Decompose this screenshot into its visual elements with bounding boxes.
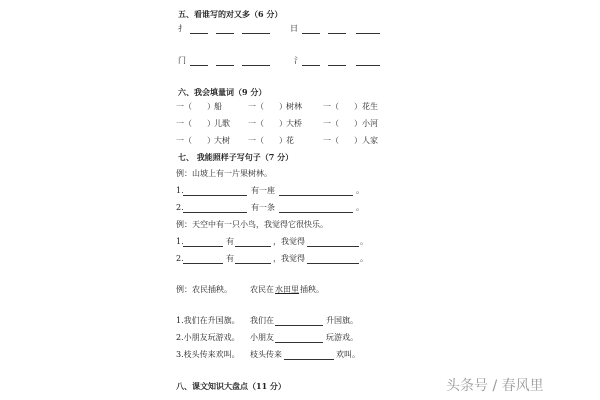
measure-item: 大树 <box>214 136 230 145</box>
measure-close: ） <box>279 119 287 128</box>
line-end: 。 <box>356 186 364 195</box>
line-num: 2. <box>176 254 184 263</box>
sentence-1-b: 我们在 <box>250 316 274 325</box>
sentence-1-c: 升国旗。 <box>326 316 358 325</box>
sentence-2: 2.小朋友玩游戏。 <box>176 333 240 342</box>
line-num: 1. <box>176 237 184 246</box>
blank[interactable] <box>284 350 334 360</box>
measure-prefix: 一（ <box>248 102 264 111</box>
watermark: 头条号 / 春风里 <box>446 378 544 394</box>
blank[interactable] <box>356 56 380 66</box>
sentence-3-b: 枝头传来 <box>250 350 282 359</box>
measure-close: ） <box>279 136 287 145</box>
measure-item: 大桥 <box>286 119 302 128</box>
measure-close: ） <box>207 119 215 128</box>
measure-close: ） <box>207 102 215 111</box>
line-text: 有 <box>226 254 234 263</box>
measure-prefix: 一（ <box>176 136 192 145</box>
blank[interactable] <box>183 203 247 213</box>
sentence-1: 1.我们在升国旗。 <box>176 316 240 325</box>
measure-item: 人家 <box>362 136 378 145</box>
sentence-2-b: 小朋友 <box>250 333 274 342</box>
sentence-3: 3.枝头传来欢叫。 <box>176 350 240 359</box>
blank[interactable] <box>307 254 359 264</box>
section-8-title: 八、课文知识大盘点（11 分） <box>176 381 286 391</box>
section-6-title: 六、我会填量词（9 分） <box>178 87 267 97</box>
measure-prefix: 一（ <box>176 119 192 128</box>
line-text: 有一条 <box>251 203 275 212</box>
blank[interactable] <box>190 24 208 34</box>
measure-item: 花生 <box>362 102 378 111</box>
sentence-2-c: 玩游戏。 <box>326 333 358 342</box>
blank[interactable] <box>235 237 271 247</box>
line-end: 。 <box>356 203 364 212</box>
line-num: 1. <box>176 186 184 195</box>
example-2: 例：天空中有一只小鸟，我觉得它很快乐。 <box>176 220 328 229</box>
measure-item: 船 <box>214 102 222 111</box>
measure-close: ） <box>354 136 362 145</box>
blank[interactable] <box>190 56 208 66</box>
blank[interactable] <box>328 56 346 66</box>
blank[interactable] <box>302 56 320 66</box>
blank[interactable] <box>216 24 234 34</box>
blank[interactable] <box>279 186 353 196</box>
blank[interactable] <box>279 203 353 213</box>
measure-prefix: 一（ <box>176 102 192 111</box>
measure-prefix: 一（ <box>323 119 339 128</box>
blank[interactable] <box>307 237 359 247</box>
measure-close: ） <box>354 102 362 111</box>
radical-door: 门 <box>178 56 186 65</box>
measure-close: ） <box>207 136 215 145</box>
measure-prefix: 一（ <box>248 136 264 145</box>
line-end: 。 <box>360 254 368 263</box>
measure-item: 树林 <box>286 102 302 111</box>
example-3-d: 插秧。 <box>300 285 324 294</box>
blank[interactable] <box>356 24 380 34</box>
measure-prefix: 一（ <box>248 119 264 128</box>
blank[interactable] <box>183 254 223 264</box>
measure-close: ） <box>279 102 287 111</box>
line-text: 有一座 <box>251 186 275 195</box>
blank[interactable] <box>183 237 223 247</box>
radical-hand: 扌 <box>178 24 186 33</box>
blank[interactable] <box>242 24 270 34</box>
blank[interactable] <box>216 56 234 66</box>
line-end: 。 <box>360 237 368 246</box>
blank[interactable] <box>275 316 323 326</box>
line-text: ，我觉得 <box>273 254 305 263</box>
blank[interactable] <box>242 56 270 66</box>
section-7-title: 七、 我能照样子写句子（7 分） <box>178 152 294 162</box>
measure-prefix: 一（ <box>323 136 339 145</box>
blank[interactable] <box>235 254 271 264</box>
line-text: 有 <box>226 237 234 246</box>
example-3-underlined: 水田里 <box>275 285 299 294</box>
blank[interactable] <box>275 333 323 343</box>
measure-close: ） <box>354 119 362 128</box>
sentence-3-c: 欢叫。 <box>336 350 360 359</box>
line-text: ，我觉得 <box>273 237 305 246</box>
radical-sun: 日 <box>290 24 298 33</box>
line-num: 2. <box>176 203 184 212</box>
section-5-title: 五、看谁写的对又多（6 分） <box>178 9 283 19</box>
measure-prefix: 一（ <box>323 102 339 111</box>
measure-item: 花 <box>286 136 294 145</box>
measure-item: 儿歌 <box>214 119 230 128</box>
example-3-b: 农民在 <box>250 285 274 294</box>
radical-water: 氵 <box>294 56 302 65</box>
example-3: 例：农民插秧。 <box>176 285 232 294</box>
measure-item: 小河 <box>362 119 378 128</box>
blank[interactable] <box>328 24 346 34</box>
blank[interactable] <box>183 186 247 196</box>
blank[interactable] <box>302 24 320 34</box>
example-1: 例：山坡上有一片果树林。 <box>176 169 272 178</box>
